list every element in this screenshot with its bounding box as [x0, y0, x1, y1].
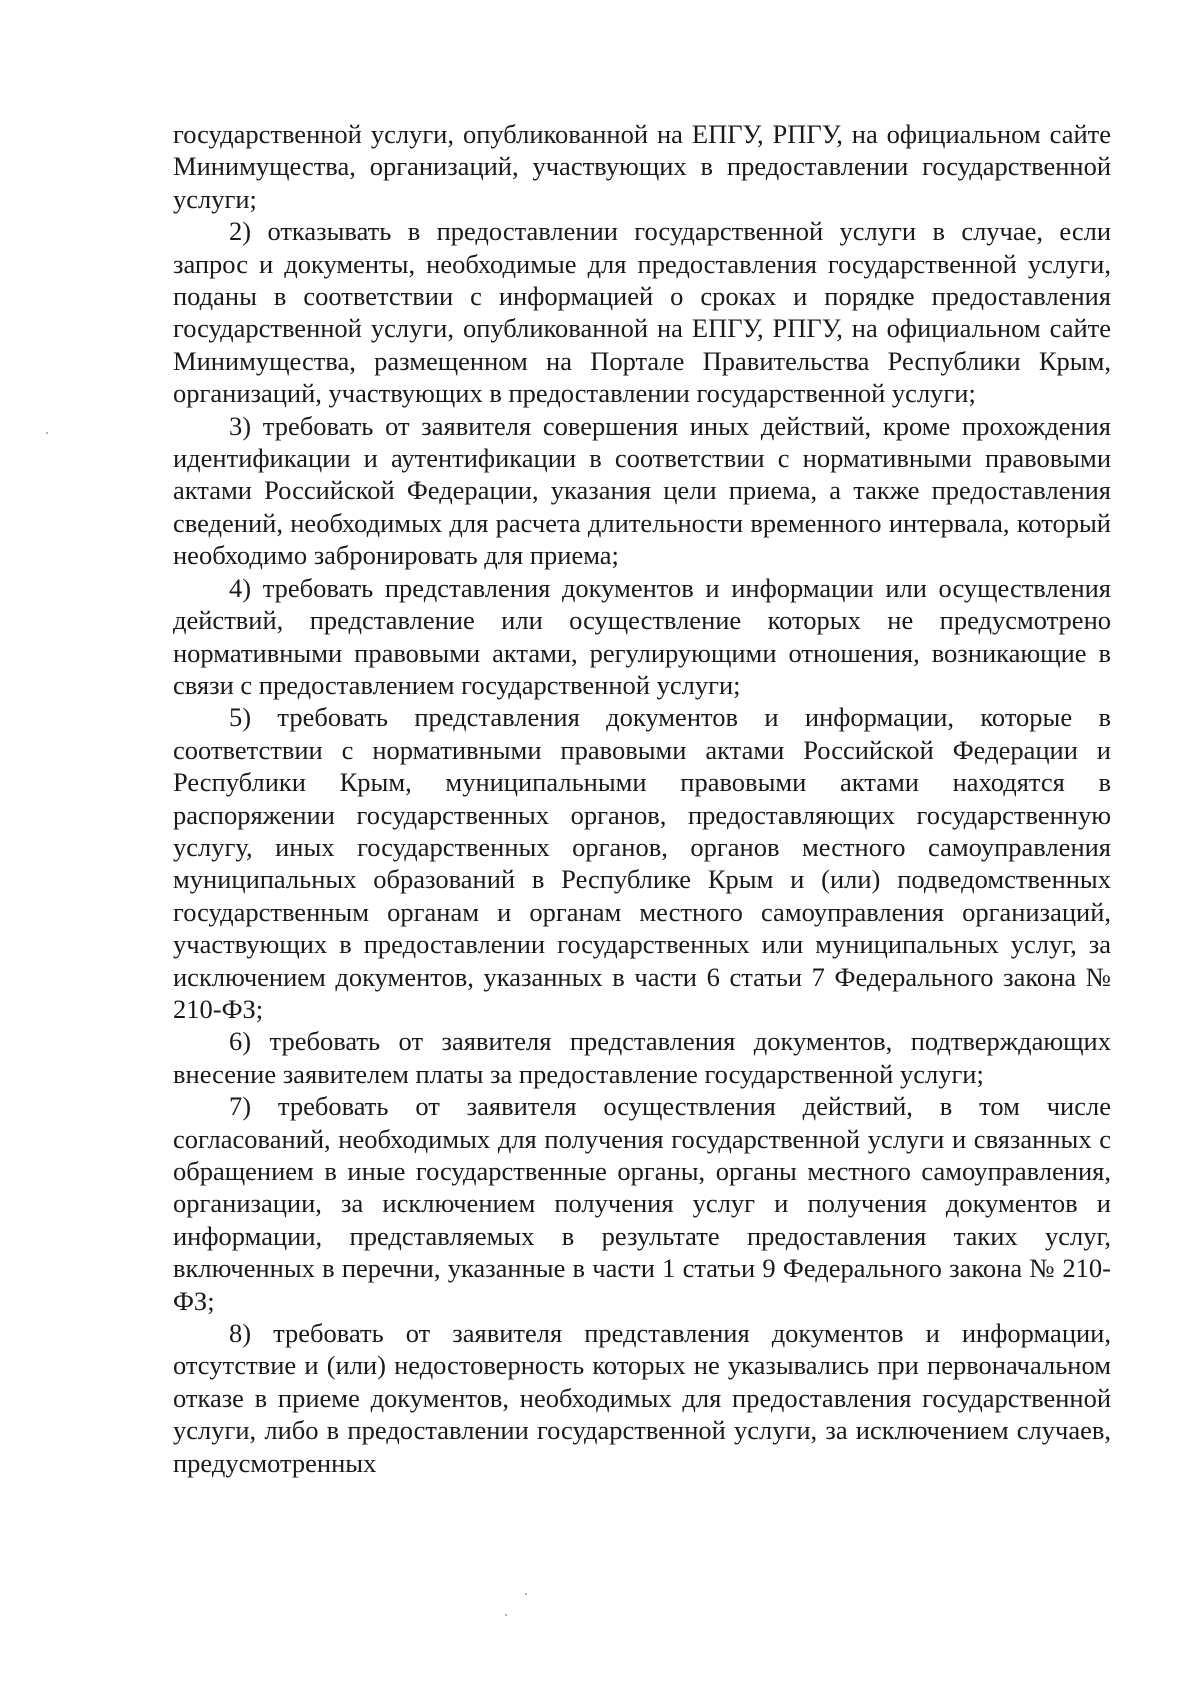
paragraph-continuation: государственной услуги, опубликованной на ЕПГУ, РПГУ, на официальном сайте Минимущества, организаций, участвующих в предоставлении государственной услуги;: [173, 119, 1111, 214]
scan-speck: [525, 1593, 527, 1595]
paragraph-item-8: 8) требовать от заявителя представления документов и информации, отсутствие и (или) недостоверность которых не указывались при первоначальном отказе в приеме документов, необходимых для предоставления государственной услуги, либо в предоставлении государственной услуги, за исключением случаев, предусмотренных: [173, 1318, 1111, 1478]
paragraph-item-5: 5) требовать представления документов и информации, которые в соответствии с нормативными правовыми актами Российской Федерации и Республики Крым, муниципальными правовыми актами находятся в распоряжении государственных органов, предоставляющих государственную услугу, иных государственных органов, органов местного самоуправления муниципальных образований в Республике Крым и (или) подведомственных государственным органам и органам местного самоуправления организаций, участвующих в предоставлении государственных или муниципальных услуг, за исключением документов, указанных в части 6 статьи 7 Федерального закона № 210-ФЗ;: [173, 702, 1111, 1024]
paragraph-item-7: 7) требовать от заявителя осуществления действий, в том числе согласований, необходимых для получения государственной услуги и связанных с обращением в иные государственные органы, органы местного самоуправления, организации, за исключением получения услуг и получения документов и информации, представляемых в результате предоставления таких услуг, включенных в перечни, указанные в части 1 статьи 9 Федерального закона № 210-ФЗ;: [173, 1091, 1111, 1316]
scan-speck: [46, 432, 48, 434]
paragraph-item-3: 3) требовать от заявителя совершения иных действий, кроме прохождения идентификации и аутентификации в соответствии с нормативными правовыми актами Российской Федерации, указания цели приема, а также предоставления сведений, необходимых для расчета длительности временного интервала, который необходимо забронировать для приема;: [173, 410, 1111, 571]
scan-speck: [505, 1614, 507, 1616]
paragraph-item-2: 2) отказывать в предоставлении государственной услуги в случае, если запрос и документы, необходимые для предоставления государственной услуги, поданы в соответствии с информацией о сроках и порядке предоставления государственной услуги, опубликованной на ЕПГУ, РПГУ, на официальном сайте Минимущества, размещенном на Портале Правительства Республики Крым, организаций, участвующих в предоставлении государственной услуги;: [173, 216, 1111, 409]
document-body: [173, 118, 1111, 1479]
paragraph-item-4: 4) требовать представления документов и информации или осуществления действий, представление или осуществление которых не предусмотрено нормативными правовыми актами, регулирующими отношения, возникающие в связи с предоставлением государственной услуги;: [173, 572, 1111, 700]
paragraph-item-6: 6) требовать от заявителя представления документов, подтверждающих внесение заявителем платы за предоставление государственной услуги;: [173, 1026, 1111, 1089]
